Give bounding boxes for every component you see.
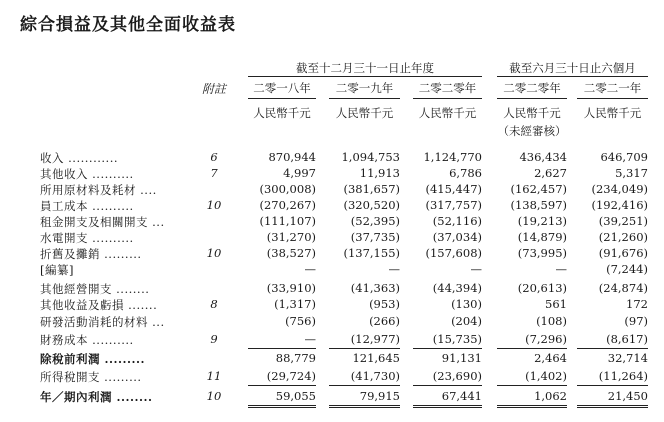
row-value: (33,910) bbox=[266, 281, 316, 295]
table-row bbox=[0, 281, 664, 297]
row-note: 6 bbox=[210, 150, 218, 164]
row-value: (37,735) bbox=[350, 230, 400, 244]
row-value: 2,627 bbox=[534, 166, 567, 180]
row-value: — bbox=[470, 262, 482, 276]
note-column-header: 附註 bbox=[201, 82, 226, 96]
row-value: (317,757) bbox=[425, 198, 482, 212]
column-header bbox=[497, 80, 567, 139]
row-note: 10 bbox=[206, 198, 222, 212]
row-value: 5,317 bbox=[615, 166, 648, 180]
row-value: (38,527) bbox=[266, 246, 316, 260]
row-value: 79,915 bbox=[359, 389, 400, 403]
row-label: 所得稅開支 ......... bbox=[40, 370, 142, 384]
statement-title: 綜合損益及其他全面收益表 bbox=[20, 15, 236, 35]
row-note: 8 bbox=[210, 297, 218, 311]
table-row bbox=[0, 369, 664, 385]
row-value: (1,317) bbox=[274, 297, 316, 311]
row-value: — bbox=[304, 332, 316, 346]
row-value: (91,676) bbox=[598, 246, 648, 260]
subtotal-rule bbox=[413, 385, 482, 386]
row-value: (234,049) bbox=[591, 182, 648, 196]
row-value: 11,913 bbox=[359, 166, 400, 180]
row-value: 436,434 bbox=[519, 150, 567, 164]
total-double-rule bbox=[497, 405, 567, 408]
row-value: 2,464 bbox=[534, 351, 567, 365]
row-label: 水電開支 .......... bbox=[40, 231, 134, 245]
subtotal-rule bbox=[497, 385, 567, 386]
row-label: 除稅前利潤 ......... bbox=[40, 352, 146, 366]
row-value: 91,131 bbox=[441, 351, 482, 365]
row-value: (1,402) bbox=[525, 369, 567, 383]
row-value: (130) bbox=[451, 297, 482, 311]
table-row bbox=[0, 166, 664, 182]
row-note: 10 bbox=[206, 389, 222, 403]
row-value: (162,457) bbox=[510, 182, 567, 196]
total-double-rule bbox=[248, 405, 316, 408]
subtotal-rule bbox=[248, 385, 316, 386]
row-value: (756) bbox=[285, 314, 316, 328]
row-value: — bbox=[555, 262, 567, 276]
table-row bbox=[0, 198, 664, 214]
table-row bbox=[0, 262, 664, 278]
row-value: 32,714 bbox=[607, 351, 648, 365]
column-currency: 人民幣千元 bbox=[418, 106, 477, 120]
row-value: (20,613) bbox=[517, 281, 567, 295]
column-year: 二零一九年 bbox=[329, 80, 400, 99]
row-note: 10 bbox=[206, 246, 222, 260]
row-value: (41,363) bbox=[350, 281, 400, 295]
row-value: (157,608) bbox=[425, 246, 482, 260]
row-value: 121,645 bbox=[352, 351, 400, 365]
row-value: (138,597) bbox=[510, 198, 567, 212]
column-header bbox=[413, 80, 482, 121]
row-label: 其他收益及虧損 ....... bbox=[40, 298, 158, 312]
row-value: (73,995) bbox=[517, 246, 567, 260]
row-value: (266) bbox=[369, 314, 400, 328]
column-currency: 人民幣千元 bbox=[335, 106, 394, 120]
subtotal-rule bbox=[577, 348, 648, 349]
row-value: 172 bbox=[626, 297, 648, 311]
row-value: (21,260) bbox=[598, 230, 648, 244]
row-value: (381,657) bbox=[343, 182, 400, 196]
header-group-six-months: 截至六月三十日止六個月 bbox=[509, 61, 636, 75]
subtotal-rule bbox=[497, 348, 567, 349]
table-row bbox=[0, 314, 664, 330]
table-row bbox=[0, 389, 664, 405]
row-value: 21,450 bbox=[607, 389, 648, 403]
row-value: 561 bbox=[545, 297, 567, 311]
row-value: (39,251) bbox=[598, 214, 648, 228]
row-value: 67,441 bbox=[441, 389, 482, 403]
header-group-fiscal-years: 截至十二月三十一日止年度 bbox=[296, 61, 434, 75]
row-value: (41,730) bbox=[350, 369, 400, 383]
subtotal-rule bbox=[413, 348, 482, 349]
row-label: 員工成本 .......... bbox=[40, 199, 134, 213]
row-label: 財務成本 .......... bbox=[40, 333, 134, 347]
row-value: (7,296) bbox=[525, 332, 567, 346]
subtotal-rule bbox=[577, 385, 648, 386]
row-value: (11,264) bbox=[598, 369, 648, 383]
row-label: 所用原材料及耗材 .... bbox=[40, 183, 157, 197]
column-currency: 人民幣千元 bbox=[503, 106, 561, 120]
row-label: 收入 ............ bbox=[40, 151, 119, 165]
row-note: 7 bbox=[210, 166, 218, 180]
row-value: 59,055 bbox=[275, 389, 316, 403]
row-value: (270,267) bbox=[259, 198, 316, 212]
total-double-rule bbox=[577, 405, 648, 408]
row-label: 研發活動消耗的材料 ... bbox=[40, 315, 165, 329]
row-value: — bbox=[304, 262, 316, 276]
row-label: 折舊及攤銷 ......... bbox=[40, 247, 142, 261]
row-value: 1,094,753 bbox=[341, 150, 400, 164]
subtotal-rule bbox=[329, 348, 400, 349]
row-value: (31,270) bbox=[266, 230, 316, 244]
row-value: (111,107) bbox=[259, 214, 316, 228]
table-row bbox=[0, 230, 664, 246]
column-year: 二零二一年 bbox=[577, 80, 648, 99]
column-currency: 人民幣千元 bbox=[253, 106, 311, 120]
row-value: (12,977) bbox=[350, 332, 400, 346]
total-double-rule bbox=[413, 405, 482, 408]
row-label: 其他收入 .......... bbox=[40, 167, 134, 181]
total-double-rule bbox=[329, 405, 400, 408]
row-value: (8,617) bbox=[606, 332, 648, 346]
column-currency: 人民幣千元 bbox=[583, 106, 642, 120]
table-row bbox=[0, 214, 664, 230]
header-group-fiscal-years-rule bbox=[248, 76, 482, 77]
table-row bbox=[0, 297, 664, 313]
row-value: (52,116) bbox=[432, 214, 482, 228]
row-value: (14,879) bbox=[517, 230, 567, 244]
row-value: (320,520) bbox=[343, 198, 400, 212]
row-label: [編纂] bbox=[40, 263, 74, 277]
column-year: 二零一八年 bbox=[248, 80, 316, 99]
row-value: 6,786 bbox=[449, 166, 482, 180]
column-header bbox=[329, 80, 400, 121]
column-header bbox=[248, 80, 316, 121]
header-group-six-months-rule bbox=[497, 76, 648, 77]
row-value: (23,690) bbox=[432, 369, 482, 383]
row-value: (15,735) bbox=[432, 332, 482, 346]
row-value: 646,709 bbox=[600, 150, 648, 164]
row-value: 1,124,770 bbox=[423, 150, 482, 164]
row-value: 1,062 bbox=[534, 389, 567, 403]
subtotal-rule bbox=[248, 348, 316, 349]
row-value: (300,008) bbox=[259, 182, 316, 196]
row-value: 88,779 bbox=[275, 351, 316, 365]
row-note: 9 bbox=[210, 332, 218, 346]
table-row bbox=[0, 182, 664, 198]
row-value: (192,416) bbox=[591, 198, 648, 212]
row-value: (29,724) bbox=[266, 369, 316, 383]
column-year: 二零二零年 bbox=[413, 80, 482, 99]
column-header bbox=[577, 80, 648, 121]
row-value: (24,874) bbox=[598, 281, 648, 295]
table-row bbox=[0, 150, 664, 166]
row-value: (52,395) bbox=[350, 214, 400, 228]
row-value: (204) bbox=[451, 314, 482, 328]
table-row bbox=[0, 246, 664, 262]
row-value: (19,213) bbox=[517, 214, 567, 228]
row-value: (7,244) bbox=[606, 262, 648, 276]
subtotal-rule bbox=[329, 385, 400, 386]
column-audit-note: （未經審核） bbox=[497, 124, 567, 138]
row-value: (137,155) bbox=[343, 246, 400, 260]
row-label: 年／期內利潤 ........ bbox=[40, 390, 153, 404]
table-row bbox=[0, 351, 664, 367]
row-value: (97) bbox=[624, 314, 648, 328]
row-value: (108) bbox=[536, 314, 567, 328]
row-label: 其他經營開支 ........ bbox=[40, 282, 150, 296]
table-row bbox=[0, 332, 664, 348]
row-label: 租金開支及相關開支 ... bbox=[40, 215, 165, 229]
row-value: (44,394) bbox=[432, 281, 482, 295]
row-value: (37,034) bbox=[432, 230, 482, 244]
row-value: (953) bbox=[369, 297, 400, 311]
row-value: (415,447) bbox=[425, 182, 482, 196]
row-value: — bbox=[388, 262, 400, 276]
column-year: 二零二零年 bbox=[497, 80, 567, 99]
row-value: 870,944 bbox=[268, 150, 316, 164]
row-note: 11 bbox=[206, 369, 222, 383]
row-value: 4,997 bbox=[283, 166, 316, 180]
